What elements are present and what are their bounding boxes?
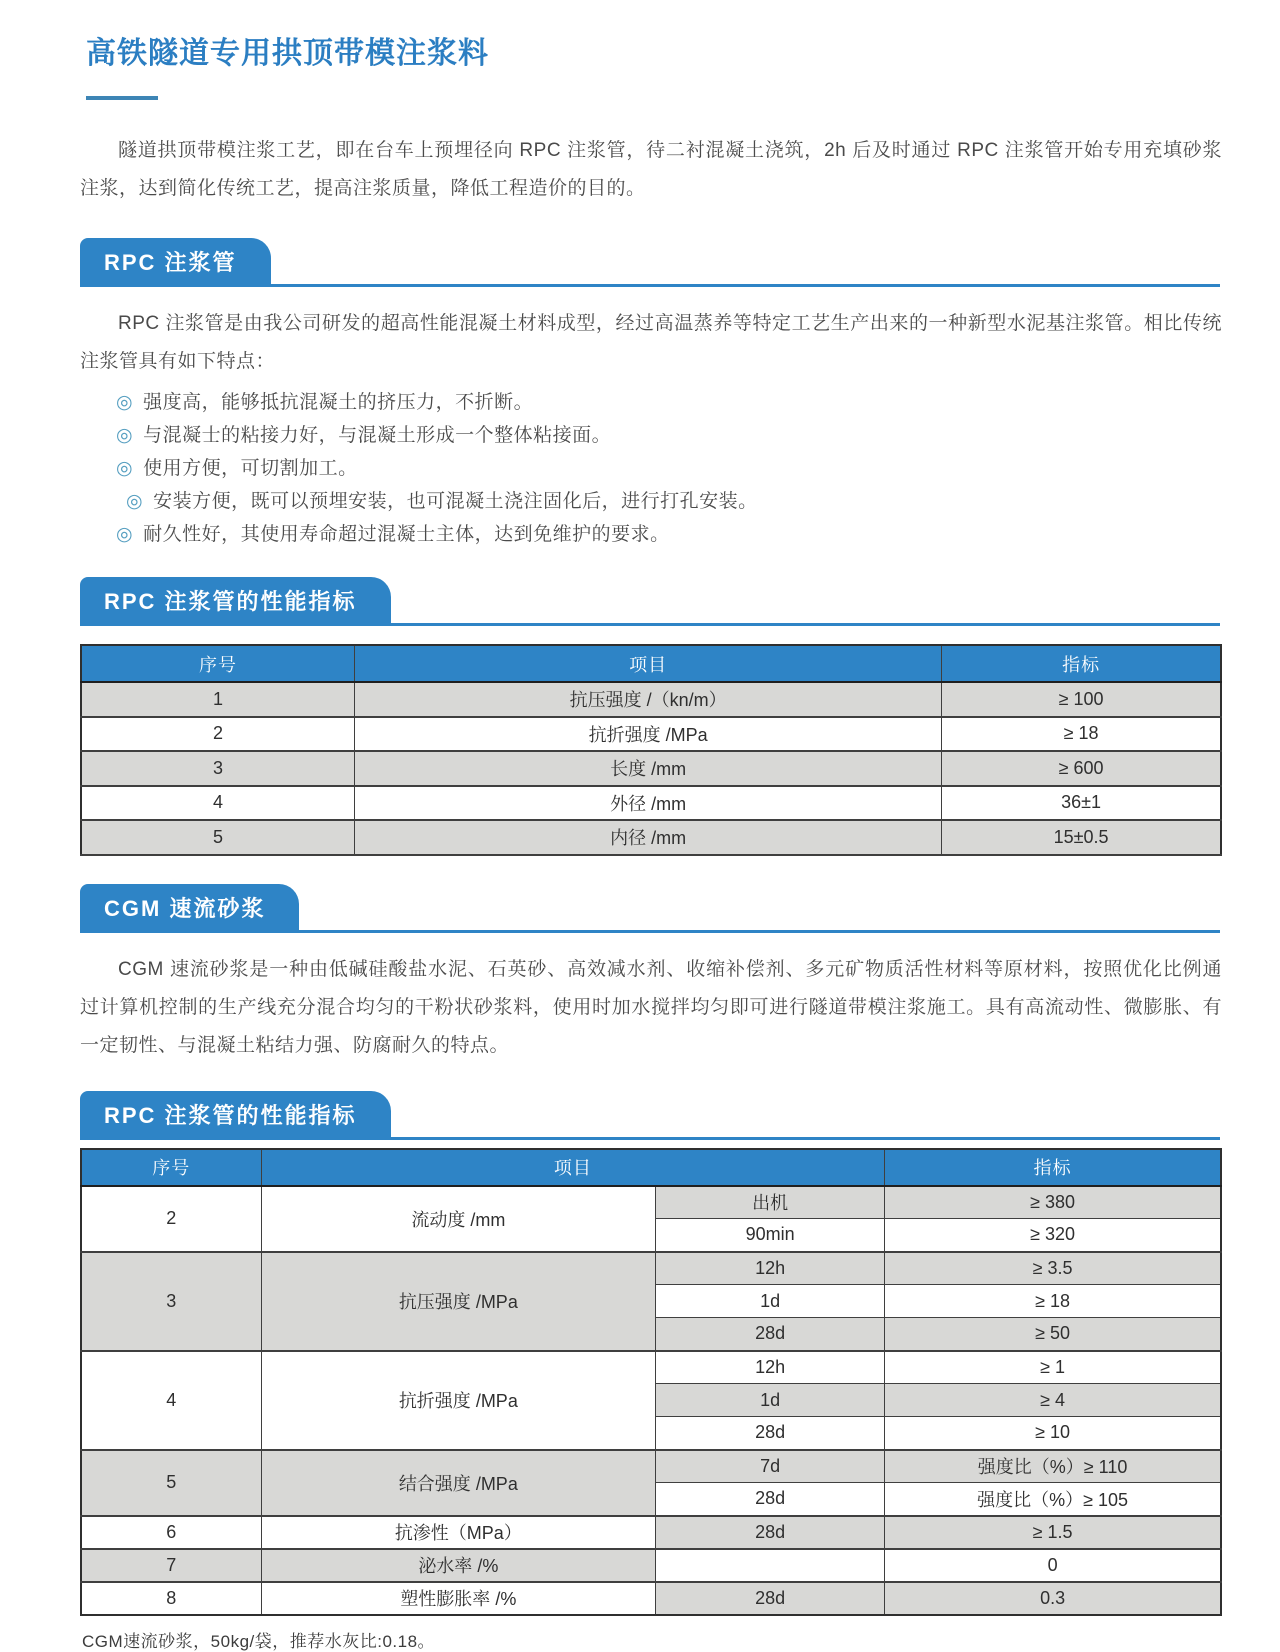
table-cell-cond: 12h	[656, 1252, 885, 1285]
list-item	[116, 490, 1222, 514]
table-row	[81, 786, 1221, 821]
table-cell-no: 8	[81, 1582, 261, 1615]
rpc-pipe-paragraph: RPC 注浆管是由我公司研发的超高性能混凝土材料成型，经过高温蒸养等特定工艺生产出来的一种新型水泥基注浆管。相比传统注浆管具有如下特点：	[80, 313, 1222, 372]
banner-cgm	[80, 884, 1220, 933]
cgm-specs-table	[80, 1148, 1222, 1616]
table-cell-value: ≥ 3.5	[885, 1252, 1221, 1285]
title-underline	[86, 96, 158, 100]
table-row	[81, 1252, 1221, 1285]
banner-rpc-specs	[80, 577, 1220, 626]
table-cell-no: 7	[81, 1549, 261, 1582]
table-cell-no: 3	[81, 1252, 261, 1351]
table-cell-value: ≥ 10	[885, 1417, 1221, 1450]
rpc-feature-list	[116, 391, 1222, 547]
table-cell-cond: 12h	[656, 1351, 885, 1384]
table-cell-cond: 28d	[656, 1516, 885, 1549]
list-item	[116, 391, 1222, 415]
footnote: CGM速流砂浆，50kg/袋，推荐水灰比:0.18。	[82, 1631, 436, 1651]
list-item	[116, 424, 1222, 448]
bullet-text: 耐久性好，其使用寿命超过混凝士主体，达到免维护的要求。	[143, 524, 670, 545]
header-cell-item: 项目	[261, 1149, 885, 1186]
banner-cgm-specs	[80, 1091, 1220, 1140]
table-cell-cond: 90min	[656, 1219, 885, 1252]
table-cell-cond: 出机	[656, 1186, 885, 1219]
table-cell: 内径 /mm	[355, 820, 942, 855]
table-cell: 长度 /mm	[355, 751, 942, 786]
table-row	[81, 1516, 1221, 1549]
table-cell-cond: 28d	[656, 1483, 885, 1516]
table-cell-cond: 1d	[656, 1285, 885, 1318]
banner-cgm-label: CGM 速流砂浆	[80, 884, 299, 930]
table-row	[81, 682, 1221, 717]
table-row	[81, 1450, 1221, 1483]
table-cell-item: 塑性膨胀率 /%	[261, 1582, 655, 1615]
table-cell-value: ≥ 380	[885, 1186, 1221, 1219]
rpc-specs-table	[80, 644, 1222, 856]
table-cell: ≥ 100	[942, 682, 1221, 717]
header-cell-item: 项目	[355, 645, 942, 682]
table-cell-value: ≥ 50	[885, 1318, 1221, 1351]
table-cell: 1	[81, 682, 355, 717]
table-cell-cond: 7d	[656, 1450, 885, 1483]
table-cell: 4	[81, 786, 355, 821]
table-cell: 外径 /mm	[355, 786, 942, 821]
table-cell-item: 结合强度 /MPa	[261, 1450, 655, 1516]
table-cell-no: 4	[81, 1351, 261, 1450]
table-cell: 3	[81, 751, 355, 786]
table-cell-no: 6	[81, 1516, 261, 1549]
bullet-text: 安装方便，既可以预埋安装，也可混凝土浇注固化后，进行打孔安装。	[153, 491, 758, 512]
bullet-icon: ◎	[126, 491, 144, 512]
table-cell-value: ≥ 4	[885, 1384, 1221, 1417]
table-cell-value: ≥ 320	[885, 1219, 1221, 1252]
bullet-text: 强度高，能够抵抗混凝土的挤压力，不折断。	[143, 392, 534, 413]
table-row	[81, 820, 1221, 855]
table-cell-value: 0	[885, 1549, 1221, 1582]
table-row	[81, 751, 1221, 786]
table-cell-value: ≥ 1	[885, 1351, 1221, 1384]
table-cell: 抗压强度 /（kn/m）	[355, 682, 942, 717]
bullet-icon: ◎	[116, 425, 134, 446]
table-header-row	[81, 1149, 1221, 1186]
table-cell: 2	[81, 717, 355, 752]
table-cell-value: 强度比（%）≥ 110	[885, 1450, 1221, 1483]
bullet-icon: ◎	[116, 524, 134, 545]
table-row	[81, 1186, 1221, 1219]
banner-rpc-specs-label: RPC 注浆管的性能指标	[80, 577, 391, 623]
table-row	[81, 717, 1221, 752]
table-cell-value: 0.3	[885, 1582, 1221, 1615]
banner-cgm-specs-label: RPC 注浆管的性能指标	[80, 1091, 391, 1137]
page-title: 高铁隧道专用拱顶带模注浆料	[86, 37, 489, 70]
bullet-text: 与混凝士的粘接力好，与混凝土形成一个整体粘接面。	[143, 425, 612, 446]
table-cell-value: ≥ 18	[885, 1285, 1221, 1318]
table-cell-cond: 28d	[656, 1582, 885, 1615]
intro-paragraph: 隧道拱顶带模注浆工艺，即在台车上预埋径向 RPC 注浆管，待二衬混凝土浇筑，2h 后及时通过 RPC 注浆管开始专用充填砂浆注浆，达到简化传统工艺，提高注浆质量，降低工程造价的目的。	[80, 140, 1222, 199]
table-cell-item: 泌水率 /%	[261, 1549, 655, 1582]
table-row	[81, 1582, 1221, 1615]
header-cell-no: 序号	[81, 1149, 261, 1186]
table-row	[81, 1549, 1221, 1582]
table-cell: 5	[81, 820, 355, 855]
list-item	[116, 523, 1222, 547]
header-cell-index: 指标	[942, 645, 1221, 682]
table-cell: ≥ 18	[942, 717, 1221, 752]
banner-rpc-pipe-label: RPC 注浆管	[80, 238, 271, 284]
cgm-paragraph: CGM 速流砂浆是一种由低碱硅酸盐水泥、石英砂、高效减水剂、收缩补偿剂、多元矿物质活性材料等原材料，按照优化比例通过计算机控制的生产线充分混合均匀的干粉状砂浆料，使用时加水搅拌均匀即可进行隧道带模注浆施工。具有高流动性、微膨胀、有一定韧性、与混凝土粘结力强、防腐耐久的特点。	[80, 958, 1222, 1056]
table-cell-cond	[656, 1549, 885, 1582]
table-cell-item: 抗折强度 /MPa	[261, 1351, 655, 1450]
table-cell: ≥ 600	[942, 751, 1221, 786]
table-cell-cond: 1d	[656, 1384, 885, 1417]
table-cell-item: 流动度 /mm	[261, 1186, 655, 1252]
banner-rpc-pipe	[80, 238, 1220, 287]
table-cell-value: 强度比（%）≥ 105	[885, 1483, 1221, 1516]
table-cell-no: 5	[81, 1450, 261, 1516]
table-cell-no: 2	[81, 1186, 261, 1252]
bullet-text: 使用方便，可切割加工。	[143, 458, 358, 479]
table-cell-cond: 28d	[656, 1318, 885, 1351]
table-cell: 抗折强度 /MPa	[355, 717, 942, 752]
table-row	[81, 1351, 1221, 1384]
header-cell-index: 指标	[885, 1149, 1221, 1186]
table-cell-cond: 28d	[656, 1417, 885, 1450]
table-cell-value: ≥ 1.5	[885, 1516, 1221, 1549]
table-cell-item: 抗渗性（MPa）	[261, 1516, 655, 1549]
table-cell-item: 抗压强度 /MPa	[261, 1252, 655, 1351]
list-item	[116, 457, 1222, 481]
table-cell: 15±0.5	[942, 820, 1221, 855]
table-cell: 36±1	[942, 786, 1221, 821]
bullet-icon: ◎	[116, 392, 134, 413]
bullet-icon: ◎	[116, 458, 134, 479]
header-cell-no: 序号	[81, 645, 355, 682]
table-header-row	[81, 645, 1221, 682]
